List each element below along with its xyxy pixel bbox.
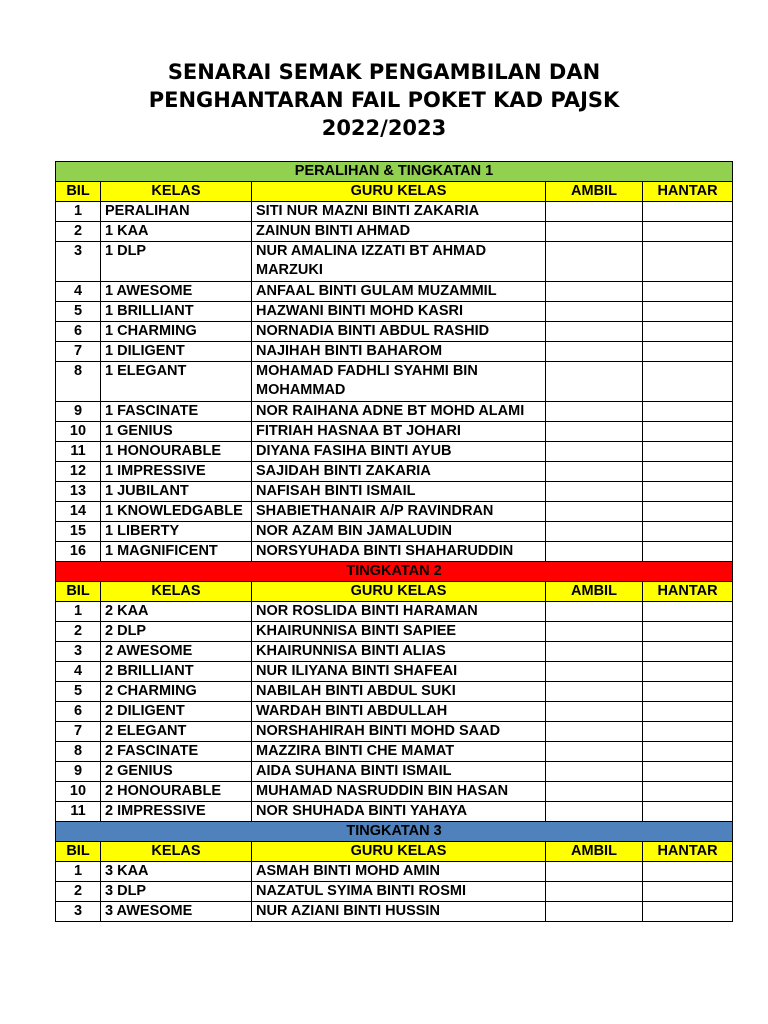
header-ambil: AMBIL [546,182,643,202]
cell-guru-kelas: ZAINUN BINTI AHMAD [252,222,546,242]
cell-guru-kelas: NOR SHUHADA BINTI YAHAYA [252,802,546,822]
cell-kelas: 2 ELEGANT [101,722,252,742]
table-row [56,502,733,522]
cell-ambil-checkbox[interactable] [546,902,643,922]
cell-hantar-checkbox[interactable] [643,662,733,682]
cell-bil: 11 [56,802,101,822]
cell-guru-kelas: NOR ROSLIDA BINTI HARAMAN [252,602,546,622]
table-row [56,282,733,302]
cell-hantar-checkbox[interactable] [643,322,733,342]
table-row [56,782,733,802]
cell-guru-kelas: SAJIDAH BINTI ZAKARIA [252,462,546,482]
table-row [56,682,733,702]
cell-bil: 9 [56,762,101,782]
cell-hantar-checkbox[interactable] [643,462,733,482]
cell-kelas: 3 AWESOME [101,902,252,922]
cell-ambil-checkbox[interactable] [546,682,643,702]
cell-kelas: 1 KAA [101,222,252,242]
cell-guru-kelas: NORNADIA BINTI ABDUL RASHID [252,322,546,342]
cell-guru-kelas: NORSHAHIRAH BINTI MOHD SAAD [252,722,546,742]
cell-guru-kelas: NUR AZIANI BINTI HUSSIN [252,902,546,922]
cell-bil: 14 [56,502,101,522]
header-guru-kelas: GURU KELAS [252,582,546,602]
cell-kelas: 1 DILIGENT [101,342,252,362]
cell-ambil-checkbox[interactable] [546,762,643,782]
cell-hantar-checkbox[interactable] [643,282,733,302]
cell-bil: 4 [56,282,101,302]
cell-ambil-checkbox[interactable] [546,422,643,442]
cell-bil: 8 [56,362,101,402]
cell-hantar-checkbox[interactable] [643,502,733,522]
table-row [56,642,733,662]
cell-ambil-checkbox[interactable] [546,602,643,622]
cell-kelas: 2 DLP [101,622,252,642]
cell-ambil-checkbox[interactable] [546,322,643,342]
cell-ambil-checkbox[interactable] [546,862,643,882]
column-header-row [56,842,733,862]
cell-kelas: 1 LIBERTY [101,522,252,542]
cell-hantar-checkbox[interactable] [643,482,733,502]
table-row [56,442,733,462]
cell-hantar-checkbox[interactable] [643,902,733,922]
cell-hantar-checkbox[interactable] [643,342,733,362]
cell-bil: 6 [56,702,101,722]
section-title: PERALIHAN & TINGKATAN 1 [56,162,733,182]
header-guru-kelas: GURU KELAS [252,182,546,202]
cell-kelas: 2 KAA [101,602,252,622]
title-line-3: 2022/2023 [321,116,447,140]
header-ambil: AMBIL [546,842,643,862]
cell-ambil-checkbox[interactable] [546,302,643,322]
cell-bil: 2 [56,222,101,242]
cell-hantar-checkbox[interactable] [643,862,733,882]
cell-ambil-checkbox[interactable] [546,882,643,902]
cell-kelas: 2 AWESOME [101,642,252,662]
table-row [56,662,733,682]
cell-ambil-checkbox[interactable] [546,722,643,742]
cell-ambil-checkbox[interactable] [546,782,643,802]
cell-guru-kelas: HAZWANI BINTI MOHD KASRI [252,302,546,322]
cell-ambil-checkbox[interactable] [546,662,643,682]
cell-bil: 11 [56,442,101,462]
cell-kelas: 2 IMPRESSIVE [101,802,252,822]
cell-ambil-checkbox[interactable] [546,742,643,762]
cell-bil: 7 [56,342,101,362]
cell-hantar-checkbox[interactable] [643,422,733,442]
document-title [0,58,768,142]
cell-guru-kelas: NAFISAH BINTI ISMAIL [252,482,546,502]
cell-ambil-checkbox[interactable] [546,402,643,422]
cell-guru-kelas: NOR AZAM BIN JAMALUDIN [252,522,546,542]
cell-kelas: 2 BRILLIANT [101,662,252,682]
table-row [56,602,733,622]
table-row [56,702,733,722]
column-header-row [56,182,733,202]
cell-bil: 5 [56,302,101,322]
cell-kelas: 1 GENIUS [101,422,252,442]
cell-bil: 16 [56,542,101,562]
cell-guru-kelas: KHAIRUNNISA BINTI SAPIEE [252,622,546,642]
cell-hantar-checkbox[interactable] [643,742,733,762]
header-kelas: KELAS [101,182,252,202]
header-bil: BIL [56,582,101,602]
table-row [56,222,733,242]
header-hantar: HANTAR [643,182,733,202]
checklist-table [55,161,733,922]
header-guru-kelas: GURU KELAS [252,842,546,862]
title-line-1: SENARAI SEMAK PENGAMBILAN DAN [167,60,601,84]
cell-hantar-checkbox[interactable] [643,802,733,822]
cell-guru-kelas: NAZATUL SYIMA BINTI ROSMI [252,882,546,902]
cell-ambil-checkbox[interactable] [546,482,643,502]
cell-kelas: 1 MAGNIFICENT [101,542,252,562]
cell-bil: 3 [56,642,101,662]
title-line-2: PENGHANTARAN FAIL POKET KAD PAJSK [148,88,620,112]
cell-ambil-checkbox[interactable] [546,702,643,722]
table-row [56,862,733,882]
cell-hantar-checkbox[interactable] [643,362,733,402]
cell-kelas: 2 GENIUS [101,762,252,782]
cell-guru-kelas: MAZZIRA BINTI CHE MAMAT [252,742,546,762]
cell-ambil-checkbox[interactable] [546,342,643,362]
cell-kelas: 1 AWESOME [101,282,252,302]
table-row [56,322,733,342]
cell-kelas: 1 IMPRESSIVE [101,462,252,482]
cell-guru-kelas: MUHAMAD NASRUDDIN BIN HASAN [252,782,546,802]
cell-hantar-checkbox[interactable] [643,722,733,742]
cell-ambil-checkbox[interactable] [546,542,643,562]
header-bil: BIL [56,182,101,202]
cell-guru-kelas: DIYANA FASIHA BINTI AYUB [252,442,546,462]
cell-hantar-checkbox[interactable] [643,602,733,622]
header-hantar: HANTAR [643,842,733,862]
cell-bil: 5 [56,682,101,702]
cell-ambil-checkbox[interactable] [546,622,643,642]
checklist-table-body [56,162,733,922]
cell-hantar-checkbox[interactable] [643,402,733,422]
table-row [56,542,733,562]
cell-kelas: PERALIHAN [101,202,252,222]
cell-kelas: 1 HONOURABLE [101,442,252,462]
table-row [56,482,733,502]
header-kelas: KELAS [101,842,252,862]
table-row [56,342,733,362]
cell-bil: 7 [56,722,101,742]
cell-kelas: 1 BRILLIANT [101,302,252,322]
cell-kelas: 2 DILIGENT [101,702,252,722]
cell-kelas: 2 HONOURABLE [101,782,252,802]
cell-bil: 1 [56,602,101,622]
cell-ambil-checkbox[interactable] [546,202,643,222]
cell-guru-kelas: SITI NUR MAZNI BINTI ZAKARIA [252,202,546,222]
cell-kelas: 2 FASCINATE [101,742,252,762]
table-row [56,902,733,922]
cell-hantar-checkbox[interactable] [643,622,733,642]
cell-bil: 4 [56,662,101,682]
table-row [56,802,733,822]
table-row [56,462,733,482]
cell-bil: 1 [56,202,101,222]
cell-ambil-checkbox[interactable] [546,222,643,242]
cell-kelas: 1 KNOWLEDGABLE [101,502,252,522]
header-ambil: AMBIL [546,582,643,602]
table-row [56,422,733,442]
cell-guru-kelas: NUR AMALINA IZZATI BT AHMAD MARZUKI [252,242,546,282]
table-row [56,882,733,902]
cell-guru-kelas: NUR ILIYANA BINTI SHAFEAI [252,662,546,682]
cell-ambil-checkbox[interactable] [546,642,643,662]
cell-hantar-checkbox[interactable] [643,702,733,722]
cell-hantar-checkbox[interactable] [643,442,733,462]
table-row [56,242,733,282]
cell-bil: 2 [56,882,101,902]
cell-kelas: 1 JUBILANT [101,482,252,502]
cell-ambil-checkbox[interactable] [546,522,643,542]
cell-hantar-checkbox[interactable] [643,782,733,802]
cell-bil: 3 [56,242,101,282]
cell-guru-kelas: SHABIETHANAIR A/P RAVINDRAN [252,502,546,522]
cell-bil: 9 [56,402,101,422]
cell-bil: 2 [56,622,101,642]
cell-kelas: 3 DLP [101,882,252,902]
cell-ambil-checkbox[interactable] [546,282,643,302]
cell-bil: 1 [56,862,101,882]
cell-hantar-checkbox[interactable] [643,882,733,902]
cell-guru-kelas: MOHAMAD FADHLI SYAHMI BIN MOHAMMAD [252,362,546,402]
cell-guru-kelas: NABILAH BINTI ABDUL SUKI [252,682,546,702]
table-row [56,522,733,542]
table-row [56,302,733,322]
cell-bil: 10 [56,782,101,802]
cell-kelas: 1 ELEGANT [101,362,252,402]
cell-hantar-checkbox[interactable] [643,762,733,782]
cell-hantar-checkbox[interactable] [643,222,733,242]
header-kelas: KELAS [101,582,252,602]
cell-bil: 3 [56,902,101,922]
cell-hantar-checkbox[interactable] [643,642,733,662]
cell-guru-kelas: FITRIAH HASNAA BT JOHARI [252,422,546,442]
cell-bil: 13 [56,482,101,502]
table-row [56,742,733,762]
table-row [56,202,733,222]
cell-ambil-checkbox[interactable] [546,802,643,822]
cell-kelas: 1 CHARMING [101,322,252,342]
table-row [56,622,733,642]
cell-guru-kelas: NAJIHAH BINTI BAHAROM [252,342,546,362]
table-row [56,362,733,402]
cell-hantar-checkbox[interactable] [643,522,733,542]
section-header-row [56,822,733,842]
section-title: TINGKATAN 3 [56,822,733,842]
section-header-row [56,162,733,182]
cell-hantar-checkbox[interactable] [643,542,733,562]
column-header-row [56,582,733,602]
cell-ambil-checkbox[interactable] [546,242,643,282]
cell-hantar-checkbox[interactable] [643,682,733,702]
cell-bil: 8 [56,742,101,762]
cell-ambil-checkbox[interactable] [546,362,643,402]
cell-ambil-checkbox[interactable] [546,462,643,482]
cell-ambil-checkbox[interactable] [546,502,643,522]
cell-hantar-checkbox[interactable] [643,202,733,222]
cell-guru-kelas: KHAIRUNNISA BINTI ALIAS [252,642,546,662]
cell-bil: 15 [56,522,101,542]
cell-bil: 12 [56,462,101,482]
header-hantar: HANTAR [643,582,733,602]
header-bil: BIL [56,842,101,862]
cell-guru-kelas: ASMAH BINTI MOHD AMIN [252,862,546,882]
table-row [56,402,733,422]
cell-guru-kelas: NORSYUHADA BINTI SHAHARUDDIN [252,542,546,562]
table-row [56,762,733,782]
section-header-row [56,562,733,582]
cell-guru-kelas: WARDAH BINTI ABDULLAH [252,702,546,722]
cell-kelas: 2 CHARMING [101,682,252,702]
section-title: TINGKATAN 2 [56,562,733,582]
cell-bil: 10 [56,422,101,442]
cell-guru-kelas: AIDA SUHANA BINTI ISMAIL [252,762,546,782]
cell-kelas: 3 KAA [101,862,252,882]
cell-hantar-checkbox[interactable] [643,242,733,282]
cell-kelas: 1 DLP [101,242,252,282]
cell-ambil-checkbox[interactable] [546,442,643,462]
cell-guru-kelas: ANFAAL BINTI GULAM MUZAMMIL [252,282,546,302]
cell-kelas: 1 FASCINATE [101,402,252,422]
table-row [56,722,733,742]
cell-guru-kelas: NOR RAIHANA ADNE BT MOHD ALAMI [252,402,546,422]
cell-hantar-checkbox[interactable] [643,302,733,322]
cell-bil: 6 [56,322,101,342]
